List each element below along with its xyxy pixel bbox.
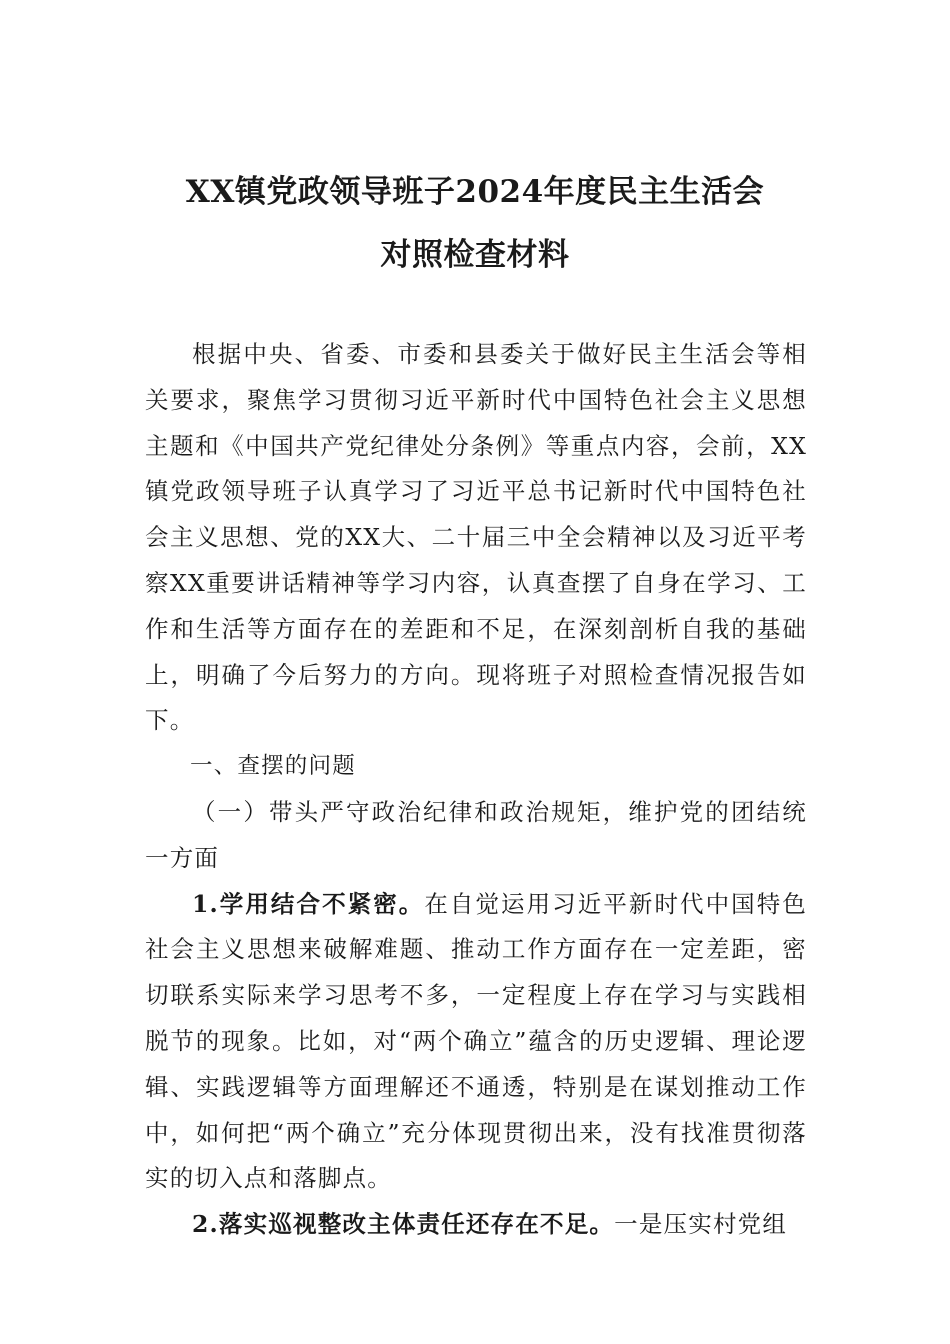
item-2-paragraph [145,1202,807,1248]
item-2-lead: 2.落实巡视整改主体责任还存在不足。 [192,1210,615,1239]
document-body [145,332,807,1248]
item-1-text: 在自觉运用习近平新时代中国特色社会主义思想来破解难题、推动工作方面存在一定差距，密切联系实际来学习思考不多，一定程度上存在学习与实践相脱节的现象。比如，对“两个确立”蕴含的历史逻辑、理论逻辑、实践逻辑等方面理解还不通透，特别是在谋划推动工作中，如何把“两个确立”充分体现贯彻出来，没有找准贯彻落实的切入点和落脚点。 [145,889,807,1193]
item-1-lead: 1.学用结合不紧密。 [192,889,425,918]
item-1-paragraph [145,882,807,1203]
section-heading: 一、查摆的问题 [190,753,356,780]
document-title-line-1: XX镇党政领导班子2024年度民主生活会 [185,174,765,210]
intro-paragraph: 根据中央、省委、市委和县委关于做好民主生活会等相关要求，聚焦学习贯彻习近平新时代中国特色社会主义思想主题和《中国共产党纪律处分条例》等重点内容，会前，XX镇党政领导班子认真学习了习近平总书记新时代中国特色社会主义思想、党的XX大、二十届三中全会精神以及习近平考察XX重要讲话精神等学习内容，认真查摆了自身在学习、工作和生活等方面存在的差距和不足，在深刻剖析自我的基础上，明确了今后努力的方向。现将班子对照检查情况报告如下。 [145,340,807,735]
item-2-text: 一是压实村党组 [614,1210,788,1239]
document-title-line-2: 对照检查材料 [380,237,570,273]
subsection-heading: （一）带头严守政治纪律和政治规矩，维护党的团结统一方面 [145,797,807,872]
